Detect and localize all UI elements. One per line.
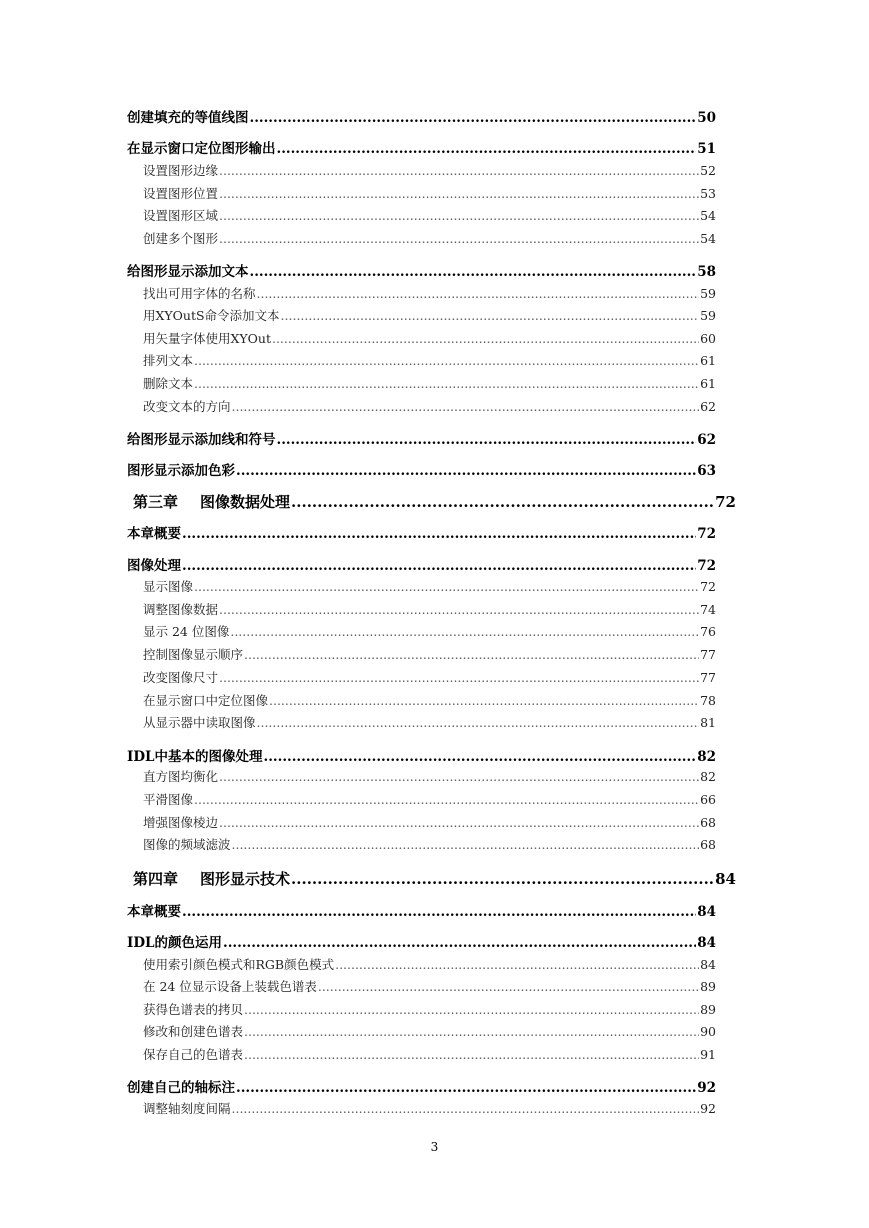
toc-entry-title: 给图形显示添加线和符号 [127, 432, 276, 448]
toc-page-number: 77 [700, 670, 716, 685]
toc-entry-title: 排列文本 [143, 353, 194, 368]
toc-subsection-entry[interactable] [143, 161, 716, 179]
toc-subsection-entry[interactable] [143, 1000, 716, 1018]
toc-page-number: 52 [700, 163, 716, 178]
dot-leader [277, 432, 697, 448]
dot-leader [223, 935, 696, 951]
toc-entry-title: 使用索引颜色模式和RGB颜色模式 [143, 957, 335, 972]
toc-section-entry[interactable] [127, 428, 716, 448]
toc-section-entry[interactable] [127, 106, 716, 126]
dot-leader [291, 870, 714, 888]
toc-section-entry[interactable] [127, 459, 716, 479]
chapter-title: 图像数据处理 [200, 493, 291, 511]
toc-page-number: 92 [697, 1080, 716, 1096]
toc-subsection-entry[interactable] [143, 229, 716, 247]
toc-page-number: 82 [700, 769, 716, 784]
dot-leader [219, 602, 699, 617]
toc-page-number: 58 [697, 264, 716, 280]
dot-leader [219, 769, 699, 784]
toc-page-number: 72 [700, 579, 716, 594]
dot-leader [335, 957, 699, 972]
toc-section-entry[interactable] [127, 522, 716, 542]
toc-page-number: 77 [700, 647, 716, 662]
toc-section-entry[interactable] [127, 554, 716, 574]
dot-leader [182, 526, 696, 542]
toc-subsection-entry[interactable] [143, 206, 716, 224]
toc-page-number: 74 [700, 602, 716, 617]
toc-entry-title: 用XYOutS命令添加文本 [143, 308, 280, 323]
toc-page-number: 82 [697, 749, 716, 765]
dot-leader [232, 1101, 700, 1116]
toc-subsection-entry[interactable] [143, 329, 716, 347]
toc-entry-title: 本章概要 [127, 526, 181, 542]
dot-leader [219, 186, 699, 201]
toc-chapter-entry[interactable] [133, 868, 736, 889]
toc-subsection-entry[interactable] [143, 184, 716, 202]
chapter-label: 第四章 [133, 870, 179, 888]
toc-entry-title: 在 24 位显示设备上装载色谱表 [143, 979, 317, 994]
toc-section-entry[interactable] [127, 1076, 716, 1096]
dot-leader [277, 141, 697, 157]
toc-subsection-entry[interactable] [143, 577, 716, 595]
toc-subsection-entry[interactable] [143, 955, 716, 973]
toc-subsection-entry[interactable] [143, 374, 716, 392]
toc-section-entry[interactable] [127, 931, 716, 951]
toc-page-number: 68 [700, 837, 716, 852]
dot-leader [244, 1002, 699, 1017]
toc-entry-title: 创建填充的等值线图 [127, 110, 249, 126]
toc-entry-title: 在显示窗口定位图形输出 [127, 141, 276, 157]
toc-page-number: 84 [715, 870, 736, 888]
toc-subsection-entry[interactable] [143, 622, 716, 640]
toc-page-number: 72 [715, 493, 736, 511]
dot-leader [219, 670, 699, 685]
dot-leader [269, 693, 699, 708]
toc-page-number: 54 [700, 208, 716, 223]
dot-leader [219, 231, 699, 246]
toc-entry-title: IDL的颜色运用 [127, 935, 223, 951]
toc-page-number: 84 [697, 904, 716, 920]
toc-page-number: 72 [697, 558, 716, 574]
dot-leader [219, 815, 699, 830]
toc-section-entry[interactable] [127, 137, 716, 157]
toc-entry-title: 在显示窗口中定位图像 [143, 693, 269, 708]
toc-page-number: 72 [697, 526, 716, 542]
toc-entry-title: 控制图像显示顺序 [143, 647, 244, 662]
dot-leader [281, 308, 700, 323]
toc-page-number: 60 [700, 331, 716, 346]
toc-entry-title: IDL中基本的图像处理 [127, 749, 263, 765]
toc-entry-title: 获得色谱表的拷贝 [143, 1002, 244, 1017]
dot-leader [257, 715, 700, 730]
toc-entry-title: 修改和创建色谱表 [143, 1024, 244, 1039]
dot-leader [244, 1047, 699, 1062]
toc-page-number: 62 [700, 399, 716, 414]
dot-leader [318, 979, 699, 994]
toc-entry-title: 显示 24 位图像 [143, 624, 230, 639]
toc-entry-title: 本章概要 [127, 904, 181, 920]
toc-entry-title: 删除文本 [143, 376, 194, 391]
toc-entry-title: 设置图形边缘 [143, 163, 219, 178]
toc-subsection-entry[interactable] [143, 767, 716, 785]
dot-leader [250, 264, 697, 280]
toc-entry-title: 找出可用字体的名称 [143, 286, 256, 301]
page-number: 3 [430, 1140, 439, 1154]
toc-subsection-entry[interactable] [143, 713, 716, 731]
toc-page-number: 59 [700, 286, 716, 301]
toc-entry-title: 直方图均衡化 [143, 769, 219, 784]
toc-entry-title: 保存自己的色谱表 [143, 1047, 244, 1062]
chapter-title: 图形显示技术 [200, 870, 291, 888]
toc-entry-title: 设置图形区域 [143, 208, 219, 223]
toc-page-number: 84 [700, 957, 716, 972]
toc-page-number: 91 [700, 1047, 716, 1062]
toc-entry-title: 调整轴刻度间隔 [143, 1101, 231, 1116]
toc-entry-title: 用矢量字体使用XYOut [143, 331, 271, 346]
dot-leader [232, 399, 700, 414]
toc-page-number: 90 [700, 1024, 716, 1039]
toc-page-number: 50 [697, 110, 716, 126]
dot-leader [250, 110, 697, 126]
dot-leader [194, 792, 699, 807]
toc-page-number: 61 [700, 376, 716, 391]
toc-entry-title: 平滑图像 [143, 792, 194, 807]
toc-subsection-entry[interactable] [143, 813, 716, 831]
toc-subsection-entry[interactable] [143, 397, 716, 415]
toc-entry-title: 图像的频域滤波 [143, 837, 231, 852]
toc-entry-title: 显示图像 [143, 579, 194, 594]
dot-leader [194, 353, 699, 368]
toc-page-number: 92 [700, 1101, 716, 1116]
toc-entry-title: 改变图像尺寸 [143, 670, 219, 685]
toc-entry-title: 增强图像棱边 [143, 815, 219, 830]
toc-entry-title: 图形显示添加色彩 [127, 463, 235, 479]
toc-page-number: 89 [700, 979, 716, 994]
toc-entry-title: 图像处理 [127, 558, 181, 574]
toc-page-number: 61 [700, 353, 716, 368]
dot-leader [194, 579, 699, 594]
chapter-label: 第三章 [133, 493, 179, 511]
toc-page-number: 54 [700, 231, 716, 246]
toc-page-number: 66 [700, 792, 716, 807]
toc-section-entry[interactable] [127, 745, 716, 765]
toc-subsection-entry[interactable] [143, 1022, 716, 1040]
dot-leader [182, 904, 696, 920]
dot-leader [244, 1024, 699, 1039]
dot-leader [182, 558, 696, 574]
dot-leader [232, 837, 700, 852]
toc-page-number: 63 [697, 463, 716, 479]
toc-subsection-entry[interactable] [143, 977, 716, 995]
toc-page-number: 51 [697, 141, 716, 157]
toc-entry-title: 创建自己的轴标注 [127, 1080, 235, 1096]
toc-section-entry[interactable] [127, 260, 716, 280]
toc-subsection-entry[interactable] [143, 835, 716, 853]
dot-leader [219, 208, 699, 223]
dot-leader [272, 331, 699, 346]
dot-leader [244, 647, 699, 662]
toc-chapter-entry[interactable] [133, 491, 736, 512]
dot-leader [236, 1080, 696, 1096]
toc-entry-title: 创建多个图形 [143, 231, 219, 246]
toc-entry-title: 给图形显示添加文本 [127, 264, 249, 280]
toc-page-number: 53 [700, 186, 716, 201]
toc-subsection-entry[interactable] [143, 645, 716, 663]
dot-leader [264, 749, 697, 765]
toc-subsection-entry[interactable] [143, 691, 716, 709]
toc-page-number: 68 [700, 815, 716, 830]
toc-page-number: 81 [700, 715, 716, 730]
dot-leader [194, 376, 699, 391]
toc-entry-title [133, 868, 290, 889]
dot-leader [257, 286, 700, 301]
toc-subsection-entry[interactable] [143, 284, 716, 302]
toc-subsection-entry[interactable] [143, 790, 716, 808]
toc-entry-title: 设置图形位置 [143, 186, 219, 201]
toc-page-number: 89 [700, 1002, 716, 1017]
toc-page-number: 59 [700, 308, 716, 323]
toc-entry-title: 从显示器中读取图像 [143, 715, 256, 730]
toc-subsection-entry[interactable] [143, 668, 716, 686]
toc-page-number: 84 [697, 935, 716, 951]
toc-entry-title: 调整图像数据 [143, 602, 219, 617]
toc-subsection-entry[interactable] [143, 600, 716, 618]
toc-subsection-entry[interactable] [143, 1045, 716, 1063]
dot-leader [291, 493, 714, 511]
toc-entry-title [133, 491, 290, 512]
toc-subsection-entry[interactable] [143, 306, 716, 324]
toc-page-number: 78 [700, 693, 716, 708]
toc-subsection-entry[interactable] [143, 351, 716, 369]
dot-leader [236, 463, 696, 479]
toc-section-entry[interactable] [127, 900, 716, 920]
toc-page-number: 62 [697, 432, 716, 448]
toc-page-number: 76 [700, 624, 716, 639]
toc-subsection-entry[interactable] [143, 1099, 716, 1117]
dot-leader [230, 624, 699, 639]
dot-leader [219, 163, 699, 178]
toc-entry-title: 改变文本的方向 [143, 399, 231, 414]
